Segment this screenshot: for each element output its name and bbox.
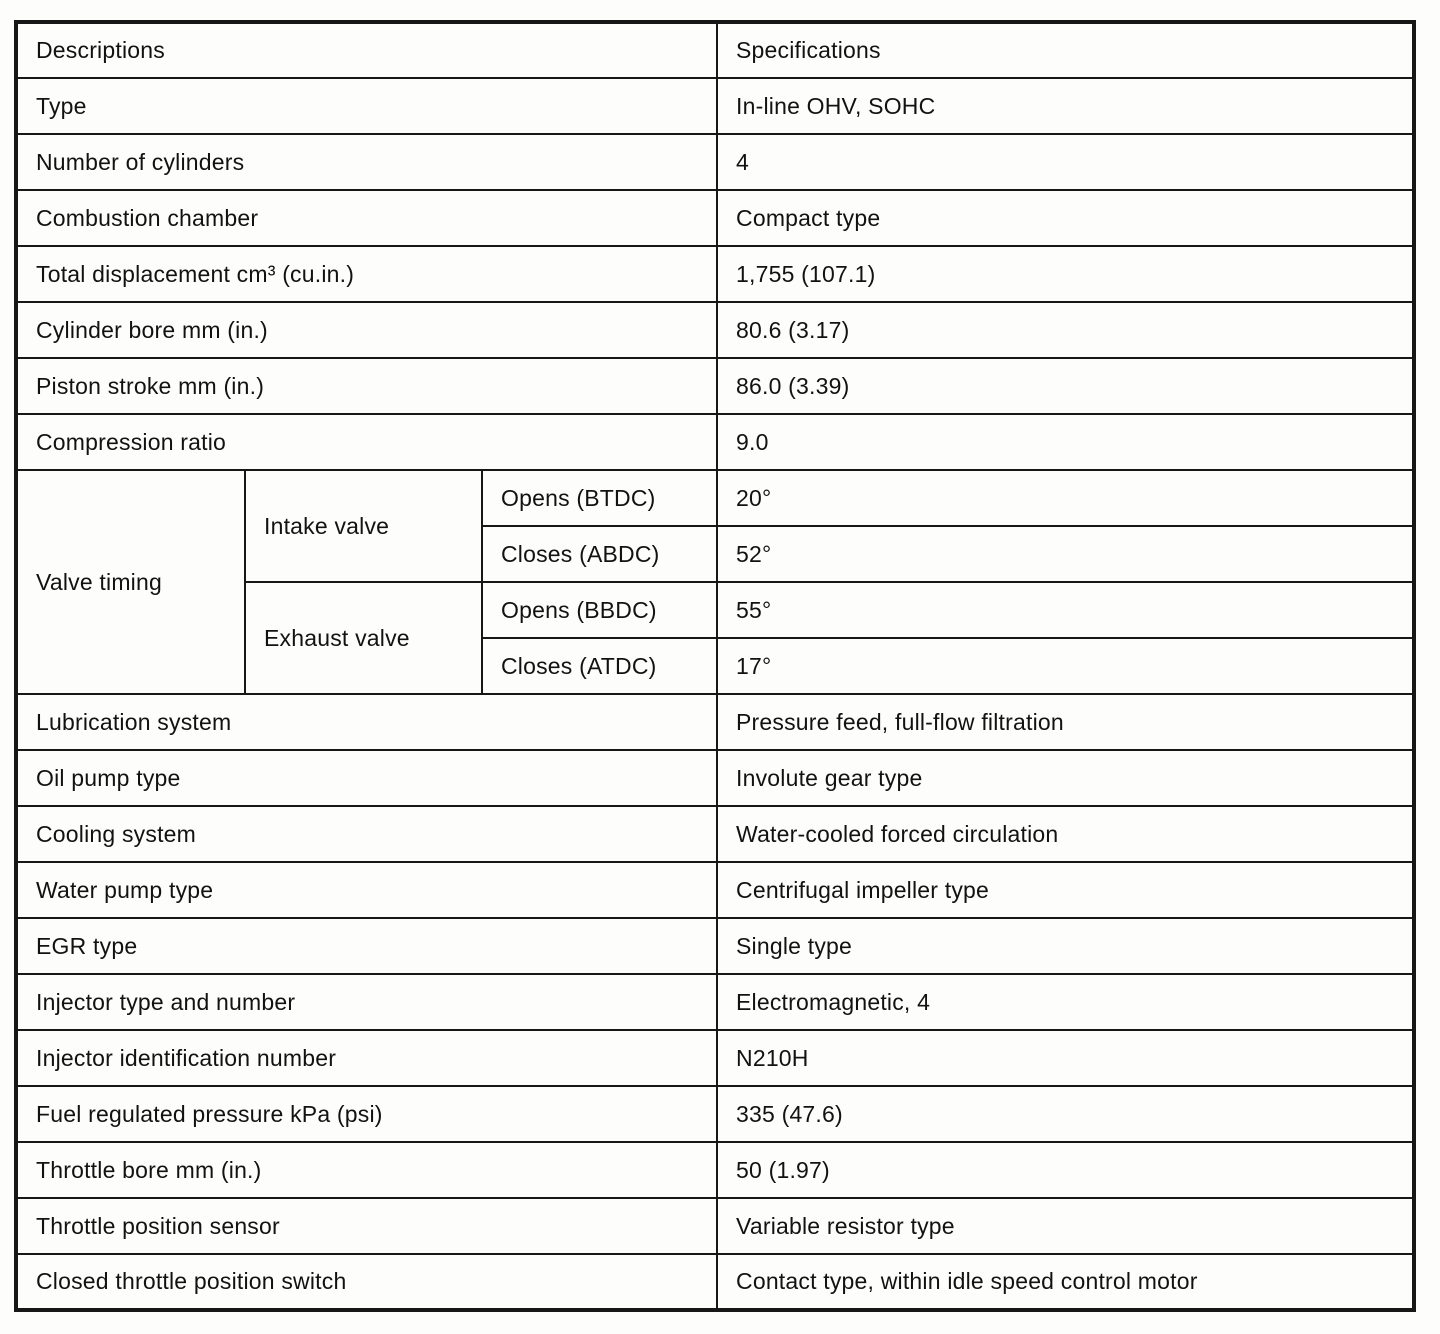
valve-event-value: 52° [717,526,1414,582]
row-label: Oil pump type [16,750,717,806]
table-row [16,1142,1414,1198]
row-value: Electromagnetic, 4 [717,974,1414,1030]
table-row [16,1254,1414,1310]
table-row [16,694,1414,750]
row-label: Cooling system [16,806,717,862]
row-label: Type [16,78,717,134]
row-label: Closed throttle position switch [16,1254,717,1310]
valve-timing-row [16,470,1414,526]
row-value: 50 (1.97) [717,1142,1414,1198]
row-label: Fuel regulated pressure kPa (psi) [16,1086,717,1142]
row-label: Injector type and number [16,974,717,1030]
table-row [16,414,1414,470]
intake-valve-label: Intake valve [245,470,482,582]
header-specifications: Specifications [717,22,1414,78]
valve-event-label: Closes (ABDC) [482,526,717,582]
valve-event-label: Opens (BTDC) [482,470,717,526]
row-value: Compact type [717,190,1414,246]
valve-event-value: 17° [717,638,1414,694]
row-label: Cylinder bore mm (in.) [16,302,717,358]
exhaust-valve-label: Exhaust valve [245,582,482,694]
table-row [16,974,1414,1030]
table-row [16,246,1414,302]
row-label: Combustion chamber [16,190,717,246]
row-label: Lubrication system [16,694,717,750]
table-row [16,302,1414,358]
engine-specifications-table [14,20,1416,1312]
row-value: Water-cooled forced circulation [717,806,1414,862]
valve-timing-label: Valve timing [16,470,245,694]
table-row [16,78,1414,134]
row-value: Pressure feed, full-flow filtration [717,694,1414,750]
row-label: Piston stroke mm (in.) [16,358,717,414]
row-label: Injector identification number [16,1030,717,1086]
row-value: 1,755 (107.1) [717,246,1414,302]
row-label: Compression ratio [16,414,717,470]
valve-event-value: 20° [717,470,1414,526]
row-value: Centrifugal impeller type [717,862,1414,918]
row-value: In-line OHV, SOHC [717,78,1414,134]
row-value: 4 [717,134,1414,190]
table-row [16,862,1414,918]
row-value: 86.0 (3.39) [717,358,1414,414]
row-label: Total displacement cm³ (cu.in.) [16,246,717,302]
row-value: Involute gear type [717,750,1414,806]
table-header-row [16,22,1414,78]
row-value: Contact type, within idle speed control motor [717,1254,1414,1310]
table-row [16,750,1414,806]
table-row [16,358,1414,414]
row-label: Water pump type [16,862,717,918]
row-value: N210H [717,1030,1414,1086]
valve-event-value: 55° [717,582,1414,638]
table-row [16,1198,1414,1254]
row-label: EGR type [16,918,717,974]
table-row [16,806,1414,862]
row-label: Number of cylinders [16,134,717,190]
row-label: Throttle bore mm (in.) [16,1142,717,1198]
row-value: 335 (47.6) [717,1086,1414,1142]
row-label: Throttle position sensor [16,1198,717,1254]
table-row [16,918,1414,974]
table-row [16,190,1414,246]
table-row [16,1086,1414,1142]
row-value: 80.6 (3.17) [717,302,1414,358]
valve-event-label: Closes (ATDC) [482,638,717,694]
valve-event-label: Opens (BBDC) [482,582,717,638]
table-row [16,1030,1414,1086]
table-row [16,134,1414,190]
row-value: Single type [717,918,1414,974]
header-descriptions: Descriptions [16,22,717,78]
row-value: Variable resistor type [717,1198,1414,1254]
row-value: 9.0 [717,414,1414,470]
